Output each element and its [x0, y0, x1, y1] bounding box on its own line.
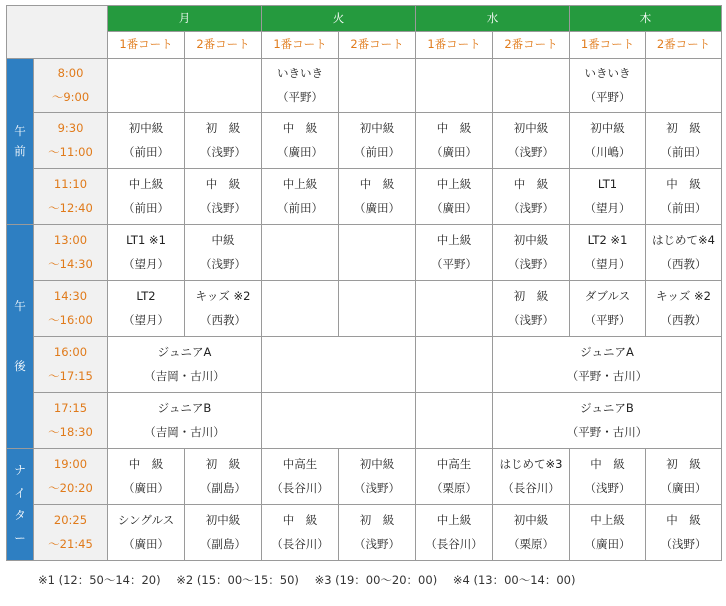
lesson-cell	[570, 281, 646, 337]
lesson-cell	[262, 505, 339, 561]
period-night	[7, 449, 34, 561]
lesson-coach: （長谷川）	[271, 537, 329, 551]
schedule-row	[7, 169, 722, 225]
time-slot	[34, 393, 108, 449]
corner-cell	[7, 6, 108, 59]
lesson-coach: （浅野）	[508, 145, 554, 159]
lesson-cell	[416, 505, 493, 561]
lesson-coach: （長谷川）	[271, 481, 329, 495]
court-2-label: 2番コート	[339, 32, 416, 59]
lesson-cell	[493, 281, 570, 337]
lesson-cell	[646, 449, 722, 505]
lesson-coach: （平野）	[277, 90, 323, 104]
lesson-level: 中上級	[590, 512, 625, 527]
lesson-cell	[108, 281, 185, 337]
lesson-cell	[646, 113, 722, 169]
lesson-cell	[339, 505, 416, 561]
time-start: 17:15	[53, 401, 88, 415]
court-1-label: 1番コート	[570, 32, 646, 59]
time-end: ～14:30	[48, 256, 93, 271]
lesson-coach: （栗原）	[431, 481, 477, 495]
lesson-cell	[185, 113, 262, 169]
lesson-coach: （長谷川）	[502, 481, 560, 495]
lesson-level: 初中級	[513, 232, 549, 247]
lesson-level: キッズ ※2	[656, 288, 711, 303]
lesson-cell	[570, 225, 646, 281]
lesson-level: 初 級	[359, 512, 395, 527]
lesson-coach: （浅野）	[200, 257, 246, 271]
lesson-cell	[416, 225, 493, 281]
lesson-cell	[493, 449, 570, 505]
lesson-coach: （浅野）	[584, 481, 631, 495]
lesson-coach: （前田）	[660, 201, 707, 215]
lesson-level: 中 級	[359, 176, 395, 191]
court-2-label: 2番コート	[493, 32, 570, 59]
lesson-level: 中上級	[282, 176, 318, 191]
time-start: 14:30	[53, 289, 88, 303]
lesson-coach: （西教）	[660, 313, 707, 327]
junior-a-thursday	[493, 337, 722, 393]
lesson-cell	[108, 505, 185, 561]
lesson-level: 中 級	[128, 456, 164, 471]
lesson-cell	[493, 113, 570, 169]
day-tuesday: 火	[262, 6, 416, 32]
lesson-cell	[416, 449, 493, 505]
lesson-cell	[416, 169, 493, 225]
lesson-coach: （浅野）	[508, 313, 554, 327]
lesson-level: 初 級	[666, 456, 701, 471]
court-1-label: 1番コート	[108, 32, 185, 59]
lesson-level: 中 級	[282, 120, 318, 135]
lesson-coach: （浅野）	[508, 201, 554, 215]
lesson-cell	[570, 449, 646, 505]
lesson-coach: （望月）	[123, 313, 169, 327]
period-char: 午	[14, 123, 26, 138]
time-slot	[34, 281, 108, 337]
lesson-coach: （廣田）	[431, 145, 477, 159]
lesson-coach: （平野・古川）	[566, 369, 648, 383]
time-start: 11:10	[53, 177, 88, 191]
lesson-cell	[646, 225, 722, 281]
empty-cell	[262, 393, 416, 449]
time-end: ～20:20	[48, 480, 93, 495]
empty-cell	[416, 337, 493, 393]
lesson-coach: （廣田）	[123, 481, 169, 495]
lesson-coach: （栗原）	[508, 537, 554, 551]
period-char: イ	[14, 485, 26, 500]
junior-b-monday	[108, 393, 262, 449]
lesson-level: 初中級	[205, 512, 241, 527]
lesson-level: LT2 ※1	[587, 232, 628, 247]
day-monday: 月	[108, 6, 262, 32]
lesson-level: ジュニアA	[157, 344, 212, 359]
time-end: ～11:00	[48, 144, 93, 159]
lesson-level: いきいき	[277, 65, 323, 80]
lesson-level: LT2	[136, 288, 156, 303]
lesson-cell	[646, 59, 722, 113]
lesson-cell	[185, 281, 262, 337]
lesson-cell	[108, 449, 185, 505]
lesson-cell	[339, 449, 416, 505]
schedule-row	[7, 337, 722, 393]
time-start: 20:25	[53, 513, 88, 527]
empty-cell	[262, 337, 416, 393]
lesson-cell	[416, 113, 493, 169]
period-afternoon	[7, 225, 34, 449]
lesson-level: 中 級	[666, 176, 701, 191]
time-slot	[34, 505, 108, 561]
lesson-cell	[339, 59, 416, 113]
lesson-cell	[416, 59, 493, 113]
schedule-wrapper	[6, 5, 722, 561]
day-thursday: 木	[570, 6, 722, 32]
lesson-level: キッズ ※2	[195, 288, 251, 303]
lesson-cell	[185, 449, 262, 505]
lesson-cell	[339, 113, 416, 169]
lesson-level: 中上級	[436, 232, 472, 247]
lesson-coach: （前田）	[123, 201, 169, 215]
time-end: ～18:30	[48, 424, 93, 439]
schedule-row	[7, 449, 722, 505]
time-end: ～9:00	[51, 89, 90, 104]
time-slot	[34, 113, 108, 169]
lesson-cell	[339, 281, 416, 337]
lesson-coach: （浅野）	[200, 201, 246, 215]
schedule-table	[6, 5, 722, 561]
period-char: 後	[14, 358, 26, 373]
lesson-level: 初中級	[513, 120, 549, 135]
period-char: ナ	[14, 463, 26, 477]
court-header-row	[7, 32, 722, 59]
lesson-cell	[262, 113, 339, 169]
lesson-coach: （平野）	[584, 90, 631, 104]
lesson-level: 中 級	[590, 456, 625, 471]
time-end: ～17:15	[48, 368, 93, 383]
lesson-coach: （浅野）	[508, 257, 554, 271]
lesson-coach: （浅野）	[354, 537, 400, 551]
junior-b-thursday	[493, 393, 722, 449]
lesson-level: 初 級	[666, 120, 701, 135]
lesson-coach: （川嶋）	[584, 145, 631, 159]
court-2-label: 2番コート	[646, 32, 722, 59]
footnotes	[38, 572, 587, 588]
footnote: ※3 (19：00～20：00)	[314, 573, 438, 587]
lesson-coach: （廣田）	[660, 481, 707, 495]
lesson-level: 初 級	[205, 120, 241, 135]
lesson-level: 中高生	[282, 456, 318, 471]
lesson-coach: （吉岡・古川）	[144, 369, 225, 383]
schedule-row	[7, 505, 722, 561]
lesson-level: 中上級	[436, 512, 472, 527]
lesson-level: いきいき	[584, 65, 631, 80]
schedule-row	[7, 113, 722, 169]
time-start: 8:00	[57, 66, 84, 80]
lesson-cell	[262, 59, 339, 113]
period-char: ー	[14, 530, 26, 545]
lesson-cell	[108, 113, 185, 169]
lesson-level: 中級	[211, 232, 235, 247]
lesson-level: シングルス	[117, 512, 175, 527]
court-1-label: 1番コート	[416, 32, 493, 59]
lesson-coach: （前田）	[660, 145, 707, 159]
period-char: 午	[14, 299, 26, 313]
time-end: ～21:45	[48, 536, 93, 551]
lesson-level: 初 級	[205, 456, 241, 471]
lesson-coach: （長谷川）	[425, 537, 483, 551]
lesson-cell	[339, 225, 416, 281]
lesson-cell	[570, 59, 646, 113]
lesson-cell	[339, 169, 416, 225]
lesson-cell	[262, 449, 339, 505]
empty-cell	[416, 393, 493, 449]
lesson-level: 初中級	[128, 120, 164, 135]
lesson-cell	[493, 225, 570, 281]
lesson-level: 中高生	[436, 456, 472, 471]
lesson-cell	[646, 169, 722, 225]
lesson-coach: （望月）	[584, 257, 631, 271]
lesson-level: 中 級	[282, 512, 318, 527]
lesson-level: 中 級	[205, 176, 241, 191]
lesson-level: はじめて※3	[499, 456, 563, 471]
time-slot	[34, 449, 108, 505]
lesson-coach: （吉岡・古川）	[144, 425, 225, 439]
court-2-label: 2番コート	[185, 32, 262, 59]
lesson-coach: （廣田）	[431, 201, 477, 215]
lesson-coach: （西教）	[660, 257, 707, 271]
lesson-cell	[646, 505, 722, 561]
period-char: 前	[14, 144, 26, 158]
lesson-level: LT1	[597, 176, 618, 191]
lesson-coach: （平野）	[584, 313, 631, 327]
lesson-level: 初中級	[359, 456, 395, 471]
lesson-level: 初 級	[513, 288, 549, 303]
lesson-coach: （浅野）	[200, 145, 246, 159]
lesson-level: 初中級	[359, 120, 395, 135]
lesson-level: LT1 ※1	[126, 232, 166, 247]
lesson-level: ジュニアA	[580, 344, 634, 359]
period-char: タ	[14, 508, 26, 522]
lesson-cell	[108, 59, 185, 113]
lesson-coach: （浅野）	[354, 481, 400, 495]
lesson-cell	[108, 169, 185, 225]
lesson-level: ダブルス	[584, 288, 631, 303]
lesson-cell	[262, 281, 339, 337]
lesson-level: 中 級	[513, 176, 549, 191]
lesson-coach: （前田）	[277, 201, 323, 215]
lesson-level: 中上級	[128, 176, 164, 191]
lesson-cell	[185, 169, 262, 225]
lesson-level: 中 級	[436, 120, 472, 135]
lesson-cell	[646, 281, 722, 337]
lesson-coach: （前田）	[123, 145, 169, 159]
lesson-coach: （望月）	[123, 257, 169, 271]
lesson-level: ジュニアB	[157, 400, 212, 415]
lesson-coach: （廣田）	[584, 537, 631, 551]
lesson-cell	[185, 225, 262, 281]
lesson-level: 中 級	[666, 512, 701, 527]
time-start: 13:00	[53, 233, 88, 247]
lesson-coach: （平野・古川）	[566, 425, 648, 439]
lesson-coach: （廣田）	[123, 537, 169, 551]
lesson-coach: （副島）	[200, 537, 246, 551]
time-start: 16:00	[53, 345, 88, 359]
time-slot	[34, 225, 108, 281]
day-header-row	[7, 6, 722, 32]
lesson-coach: （廣田）	[277, 145, 323, 159]
time-slot	[34, 59, 108, 113]
schedule-row	[7, 281, 722, 337]
lesson-cell	[570, 169, 646, 225]
lesson-coach: （廣田）	[354, 201, 400, 215]
lesson-coach: （浅野）	[660, 537, 707, 551]
lesson-level: はじめて※4	[652, 232, 715, 247]
time-end: ～16:00	[48, 312, 93, 327]
schedule-row	[7, 393, 722, 449]
lesson-coach: （西教）	[200, 313, 246, 327]
lesson-cell	[570, 113, 646, 169]
lesson-level: 初中級	[513, 512, 549, 527]
time-slot	[34, 169, 108, 225]
lesson-cell	[493, 169, 570, 225]
junior-a-monday	[108, 337, 262, 393]
lesson-coach: （望月）	[584, 201, 631, 215]
period-morning	[7, 59, 34, 225]
lesson-coach: （平野）	[431, 257, 477, 271]
footnote: ※1 (12：50～14：20)	[38, 573, 161, 587]
lesson-cell	[493, 59, 570, 113]
lesson-cell	[108, 225, 185, 281]
footnote: ※2 (15：00～15：50)	[176, 573, 299, 587]
footnote: ※4 (13：00～14：00)	[452, 573, 576, 587]
lesson-cell	[262, 225, 339, 281]
schedule-row	[7, 59, 722, 113]
schedule-row	[7, 225, 722, 281]
lesson-coach: （前田）	[354, 145, 400, 159]
lesson-level: 初中級	[590, 120, 625, 135]
lesson-cell	[185, 505, 262, 561]
day-wednesday: 水	[416, 6, 570, 32]
time-end: ～12:40	[48, 200, 93, 215]
lesson-cell	[262, 169, 339, 225]
time-start: 9:30	[57, 121, 84, 135]
time-slot	[34, 337, 108, 393]
lesson-cell	[570, 505, 646, 561]
lesson-coach: （副島）	[200, 481, 246, 495]
time-start: 19:00	[53, 457, 88, 471]
lesson-cell	[185, 59, 262, 113]
lesson-cell	[493, 505, 570, 561]
lesson-cell	[416, 281, 493, 337]
court-1-label: 1番コート	[262, 32, 339, 59]
lesson-level: ジュニアB	[580, 400, 634, 415]
lesson-level: 中上級	[436, 176, 472, 191]
